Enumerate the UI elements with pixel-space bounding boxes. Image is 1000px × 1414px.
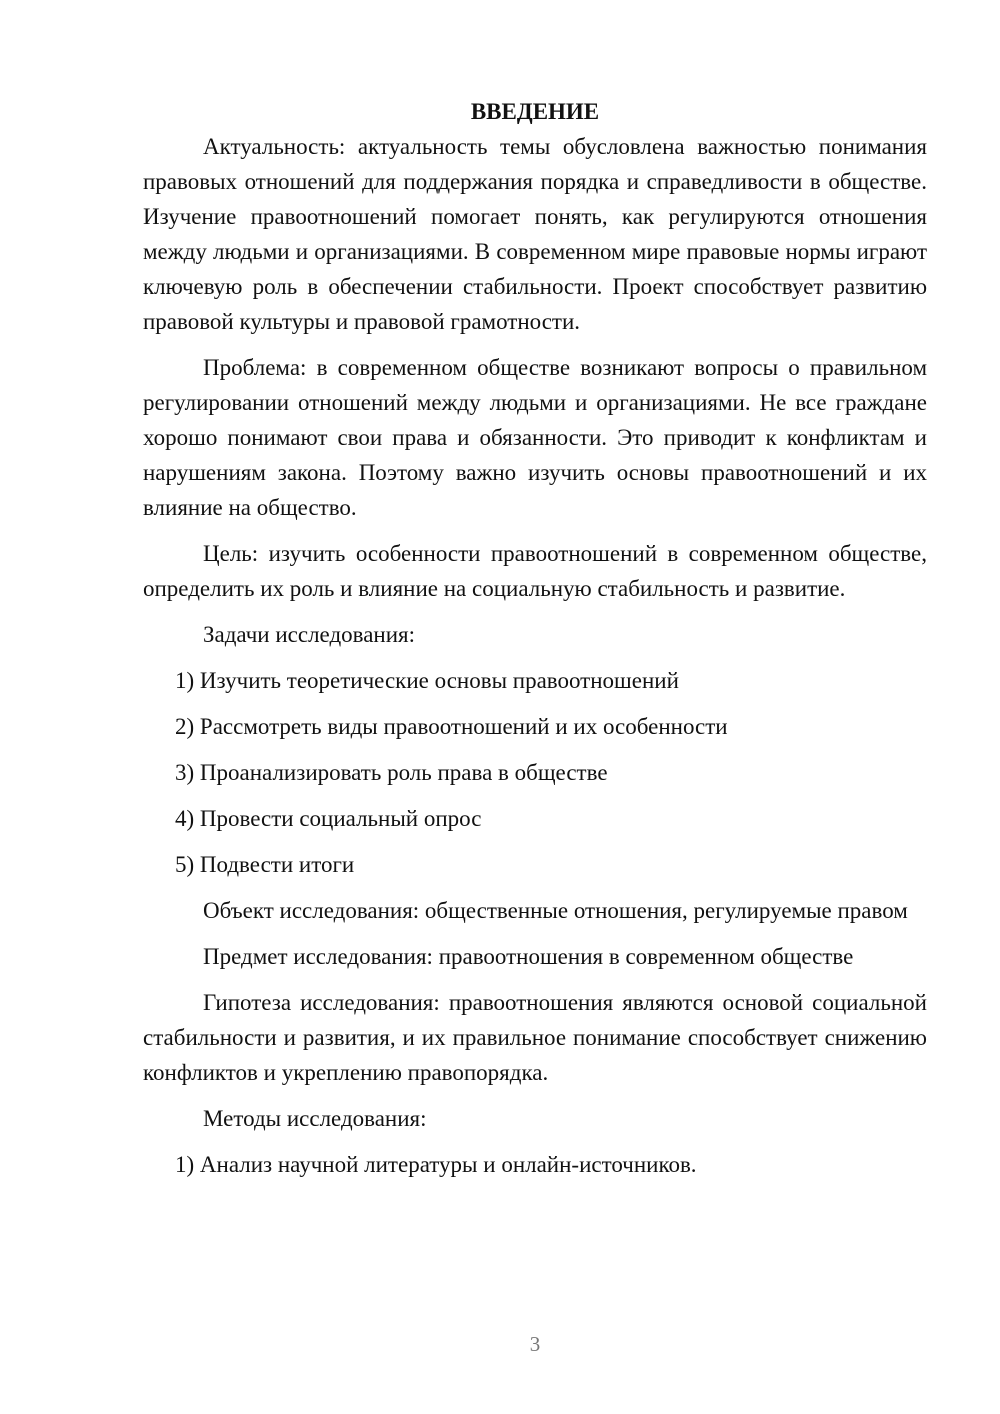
- spacer: [143, 652, 927, 663]
- method-item: 1) Анализ научной литературы и онлайн-источников.: [175, 1152, 697, 1177]
- page-number: 3: [529, 1332, 541, 1356]
- paragraph-subject: Предмет исследования: правоотношения в современном обществе: [203, 944, 854, 969]
- spacer: [143, 1136, 927, 1147]
- spacer: [143, 1090, 927, 1101]
- paragraph-goal: Цель: изучить особенности правоотношений в современном обществе, определить их роль и влияние на социальную стабильность и развитие.: [143, 541, 927, 601]
- page-content: [143, 94, 927, 1182]
- spacer: [143, 836, 927, 847]
- spacer: [143, 974, 927, 985]
- spacer: [143, 339, 927, 350]
- spacer: [143, 928, 927, 939]
- task-item: 2) Рассмотреть виды правоотношений и их особенности: [175, 714, 728, 739]
- task-item: 5) Подвести итоги: [175, 852, 355, 877]
- page-title: ВВЕДЕНИЕ: [470, 99, 600, 124]
- paragraph-relevance: Актуальность: актуальность темы обусловлена важностью понимания правовых отношений для поддержания порядка и справедливости в обществе. Изучение правоотношений помогает понять, как регулируются отношения между людьми и организациями. В современном мире правовые нормы играют ключевую роль в обеспечении стабильности. Проект способствует развитию правовой культуры и правовой грамотности.: [143, 134, 927, 334]
- task-item: 4) Провести социальный опрос: [175, 806, 482, 831]
- paragraph-object: Объект исследования: общественные отношения, регулируемые правом: [203, 898, 908, 923]
- spacer: [143, 525, 927, 536]
- tasks-heading: Задачи исследования:: [203, 622, 416, 647]
- spacer: [143, 744, 927, 755]
- task-item: 3) Проанализировать роль права в обществе: [175, 760, 608, 785]
- methods-heading: Методы исследования:: [203, 1106, 427, 1131]
- paragraph-hypothesis: Гипотеза исследования: правоотношения являются основой социальной стабильности и развития, и их правильное понимание способствует снижению конфликтов и укреплению правопорядка.: [143, 990, 927, 1085]
- spacer: [143, 790, 927, 801]
- spacer: [143, 882, 927, 893]
- spacer: [143, 698, 927, 709]
- task-item: 1) Изучить теоретические основы правоотношений: [175, 668, 679, 693]
- spacer: [143, 606, 927, 617]
- paragraph-problem: Проблема: в современном обществе возникают вопросы о правильном регулировании отношений между людьми и организациями. Не все граждане хорошо понимают свои права и обязанности. Это приводит к конфликтам и нарушениям закона. Поэтому важно изучить основы правоотношений и их влияние на общество.: [143, 355, 927, 520]
